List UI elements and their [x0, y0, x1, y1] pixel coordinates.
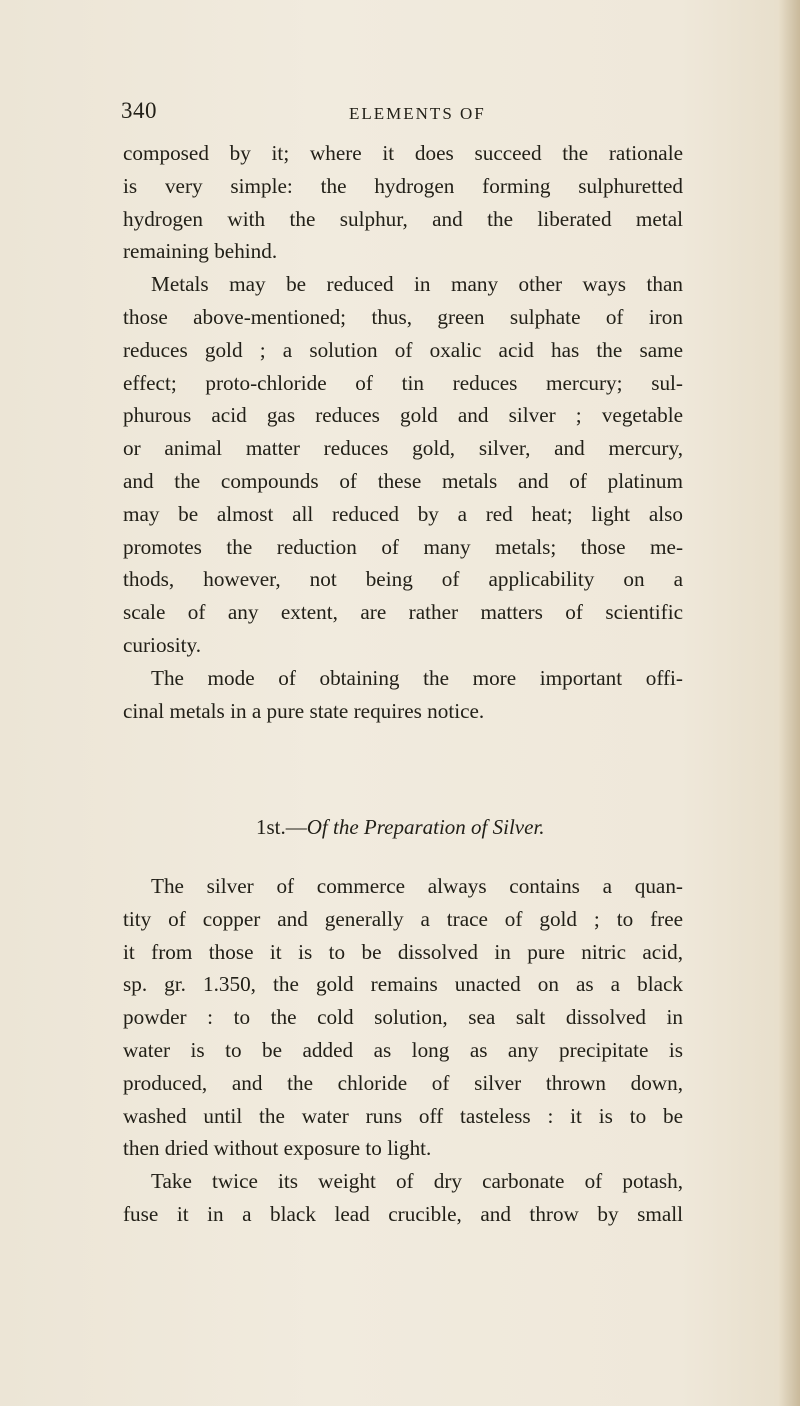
text-line: washed until the water runs off tasteless : it is to be [123, 1103, 683, 1128]
text-line: remaining behind. [123, 239, 278, 264]
body-text-1 [123, 137, 683, 727]
text-line: phurous acid gas reduces gold and silver ; vegetable [123, 403, 683, 428]
page-header [121, 98, 681, 132]
text-line: curiosity. [123, 632, 202, 657]
text-line: produced, and the chloride of silver thrown down, [123, 1070, 683, 1095]
text-line: Metals may be reduced in many other ways than [151, 272, 683, 297]
page-number: 340 [121, 98, 157, 123]
text-line: effect; proto-chloride of tin reduces mercury; sul- [123, 370, 683, 395]
text-line: those above-mentioned; thus, green sulphate of iron [123, 304, 683, 329]
text-line: water is to be added as long as any precipitate is [123, 1037, 683, 1062]
text-line: then dried without exposure to light. [123, 1136, 432, 1161]
running-head: ELEMENTS OF [349, 104, 486, 123]
text-line: fuse it in a black lead crucible, and throw by small [123, 1201, 683, 1226]
body-text-2 [123, 870, 683, 1231]
text-line: powder : to the cold solution, sea salt dissolved in [123, 1005, 683, 1030]
text-line: scale of any extent, are rather matters of scientific [123, 600, 683, 625]
text-line: sp. gr. 1.350, the gold remains unacted on as a black [123, 972, 683, 997]
text-line: may be almost all reduced by a red heat; light also [123, 501, 683, 526]
section-heading-prefix: 1st.— [256, 815, 307, 839]
section-heading-title: Of the Preparation of Silver. [306, 815, 545, 839]
text-line: thods, however, not being of applicability on a [123, 567, 683, 592]
page-edge [778, 0, 800, 1406]
text-line: reduces gold ; a solution of oxalic acid has the same [123, 337, 683, 362]
text-line: composed by it; where it does succeed the rationale [123, 141, 683, 165]
text-line: tity of copper and generally a trace of gold ; to free [123, 906, 683, 931]
text-line: Take twice its weight of dry carbonate of potash, [151, 1169, 683, 1194]
text-line: is very simple: the hydrogen forming sulphuretted [123, 173, 683, 198]
section-heading [256, 815, 545, 840]
text-line: it from those it is to be dissolved in pure nitric acid, [123, 939, 683, 964]
text-line: The silver of commerce always contains a quan- [151, 874, 683, 898]
text-line: hydrogen with the sulphur, and the liberated metal [123, 206, 683, 231]
text-line: promotes the reduction of many metals; those me- [123, 534, 683, 559]
text-line: or animal matter reduces gold, silver, and mercury, [123, 436, 683, 461]
text-line: and the compounds of these metals and of platinum [123, 468, 683, 493]
text-line: cinal metals in a pure state requires notice. [123, 698, 485, 723]
text-line: The mode of obtaining the more important offi- [151, 665, 683, 690]
